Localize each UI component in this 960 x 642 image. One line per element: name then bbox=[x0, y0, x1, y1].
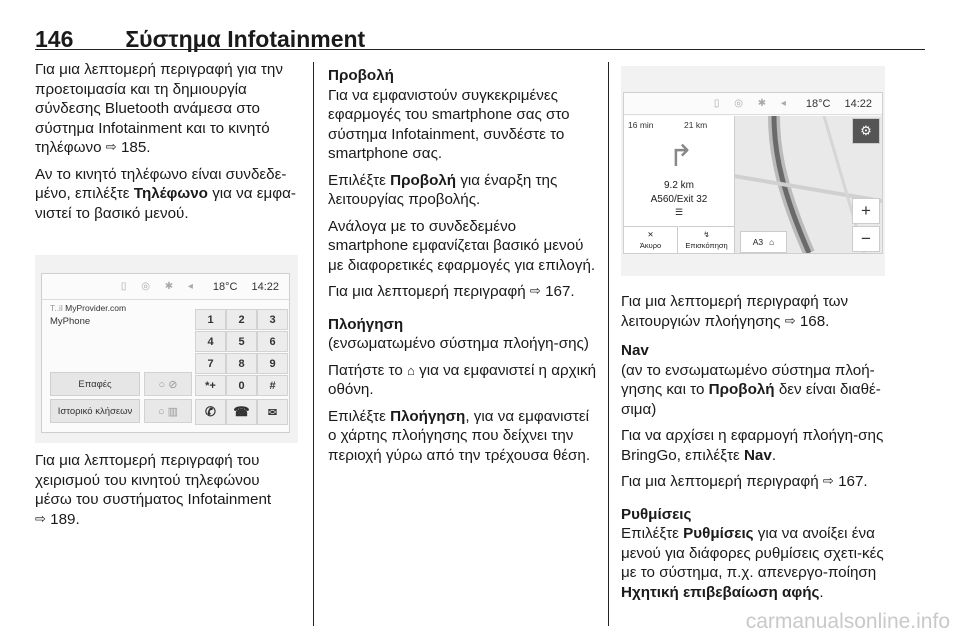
remaining-time: 16 min bbox=[628, 120, 654, 130]
overview-button[interactable]: ↯ Επισκόπηση bbox=[679, 226, 734, 253]
column-divider-1 bbox=[313, 62, 314, 626]
keypad-key[interactable]: 4 bbox=[195, 331, 226, 352]
column-3 bbox=[621, 292, 889, 609]
close-icon: ✕ bbox=[647, 230, 654, 239]
keypad-key[interactable]: # bbox=[257, 375, 288, 396]
arrow-ref-icon: ⇨ bbox=[105, 139, 117, 154]
keypad-key[interactable]: 3 bbox=[257, 309, 288, 330]
phone-screen bbox=[41, 273, 290, 433]
settings-gear-icon[interactable]: ⚙ bbox=[852, 118, 880, 144]
zoom-out-button[interactable]: − bbox=[852, 226, 880, 252]
watermark: carmanualsonline.info bbox=[745, 610, 950, 633]
exit-name: A560/Exit 32 bbox=[650, 194, 708, 205]
paragraph: Για μια λεπτομερή περιγραφή ⇨ 167. bbox=[621, 473, 868, 490]
keypad-key[interactable]: *+ bbox=[195, 375, 226, 396]
arrow-ref-icon: ⇨ bbox=[35, 510, 46, 526]
page-title: Σύστημα Infotainment bbox=[125, 26, 366, 52]
status-bar bbox=[42, 274, 289, 300]
home-icon: ⌂ bbox=[407, 362, 415, 378]
nav-screen bbox=[623, 92, 883, 254]
section-heading: Προβολή bbox=[328, 67, 394, 84]
temperature: 18°C bbox=[212, 280, 238, 293]
section-heading: Πλοήγηση bbox=[328, 315, 404, 333]
road-info: A3 ⌂ bbox=[740, 231, 787, 253]
keypad-key[interactable]: 7 bbox=[195, 353, 226, 374]
guidance-panel bbox=[624, 116, 735, 253]
keypad-key[interactable]: 9 bbox=[257, 353, 288, 374]
status-bar bbox=[624, 93, 882, 115]
status-icons: ▯ ◎ ✱ ◂ bbox=[713, 98, 792, 109]
arrow-ref-icon: ⇨ bbox=[529, 283, 541, 298]
cancel-route-button[interactable]: ✕ Άκυρο bbox=[624, 226, 678, 253]
remaining-distance: 21 km bbox=[684, 120, 708, 130]
next-distance: 9.2 km bbox=[663, 180, 694, 191]
turn-right-icon: ↱ bbox=[668, 140, 694, 173]
paragraph: Για να εμφανιστούν συγκεκριμένες εφαρμογές του smartphone σας στο σύστημα Infotainment, συνδέστε το smartphone σας. bbox=[328, 86, 570, 162]
clock: 14:22 bbox=[251, 280, 279, 293]
provider: T..il MyProvider.com bbox=[50, 303, 127, 313]
column-divider-2 bbox=[608, 62, 609, 626]
keypad-key[interactable]: 1 bbox=[195, 309, 226, 330]
section-heading: Ρυθμίσεις bbox=[621, 505, 692, 523]
keypad-key[interactable]: 2 bbox=[226, 309, 257, 330]
keypad-key[interactable]: 8 bbox=[226, 353, 257, 374]
list-icon[interactable]: ☰ bbox=[674, 207, 684, 217]
paragraph: Επιλέξτε Ρυθμίσεις για να ανοίξει ένα μενού για διάφορες ρυθμίσεις σχετι-κές με το σύστημα, π.χ. απενεργο-ποίηση Ηχητική επιβεβαίωση αφής. bbox=[621, 525, 884, 601]
call-icon[interactable]: ✆ bbox=[195, 399, 226, 425]
navigation-screenshot bbox=[621, 66, 885, 276]
route-icon: ↯ bbox=[703, 230, 710, 239]
status-icons: ▯ ◎ ✱ ◂ bbox=[120, 281, 199, 292]
phone-screenshot bbox=[35, 255, 298, 443]
handsfree-icon[interactable]: ○ ▥ bbox=[144, 399, 192, 423]
keypad-key[interactable]: 6 bbox=[257, 331, 288, 352]
voicemail-icon[interactable]: ✉ bbox=[257, 399, 288, 425]
caption: Για μια λεπτομερή περιγραφή των λειτουργιών πλοήγησης ⇨ 168. bbox=[621, 293, 849, 330]
paragraph: Για να αρχίσει η εφαρμογή πλοήγη-σης BringGo, επιλέξτε Nav. bbox=[621, 427, 884, 464]
paragraph: Για μια λεπτομερή περιγραφή ⇨ 167. bbox=[328, 283, 575, 300]
column-1 bbox=[35, 60, 300, 230]
keypad-key[interactable]: 5 bbox=[226, 331, 257, 352]
paragraph: Ανάλογα με το συνδεδεμένο smartphone εμφανίζεται βασικό μενού με διαφορετικές εφαρμογές για επιλογή. bbox=[328, 217, 596, 274]
arrow-ref-icon: ⇨ bbox=[822, 473, 834, 488]
zoom-in-button[interactable]: + bbox=[852, 198, 880, 224]
paragraph: (ενσωματωμένο σύστημα πλοήγη-σης) bbox=[328, 335, 589, 352]
phone-caption bbox=[35, 451, 300, 536]
section-heading: Nav bbox=[621, 342, 649, 359]
phone-name: MyPhone bbox=[50, 316, 91, 327]
map-view[interactable] bbox=[624, 116, 882, 253]
hangup-icon[interactable]: ☎ bbox=[226, 399, 257, 425]
temperature: 18°C bbox=[805, 97, 831, 110]
paragraph: Για μια λεπτομερή περιγραφή για την προετοιμασία και τη δημιουργία σύνδεσης Bluetooth ανάμεσα στο σύστημα Infotainment και το κινητό τηλέφωνο ⇨ 185. bbox=[35, 61, 283, 156]
caption: Για μια λεπτομερή περιγραφή του χειρισμού του κινητού τηλεφώνου μέσω του συστήματος Infotainment ⇨ 189. bbox=[35, 452, 272, 528]
arrow-ref-icon: ⇨ bbox=[784, 312, 796, 328]
paragraph: Πατήστε το ⌂ για να εμφανιστεί η αρχική οθόνη. bbox=[328, 361, 597, 398]
contacts-button[interactable]: Επαφές bbox=[50, 372, 140, 396]
clock: 14:22 bbox=[844, 97, 872, 110]
page-number: 146 bbox=[35, 26, 74, 52]
paragraph: Επιλέξτε Πλοήγηση, για να εμφανιστεί ο χάρτης πλοήγησης που δείχνει την περιοχή γύρω από την τρέχουσα θέση. bbox=[328, 407, 591, 464]
keypad-key[interactable]: 0 bbox=[226, 375, 257, 396]
paragraph: Αν το κινητό τηλέφωνο είναι συνδεδε-μένο, επιλέξτε Τηλέφωνο για να εμφα-νιστεί το βασικό μενού. bbox=[35, 165, 296, 222]
poi-icon: ⌂ bbox=[769, 237, 775, 247]
column-2 bbox=[328, 66, 596, 472]
header-rule bbox=[35, 49, 925, 50]
call-history-button[interactable]: Ιστορικό κλήσεων bbox=[50, 399, 140, 423]
paragraph: Επιλέξτε Προβολή για έναρξη της λειτουργίας προβολής. bbox=[328, 171, 558, 208]
mute-icon[interactable]: ○ ⊘ bbox=[144, 372, 192, 396]
paragraph: (αν το ενσωματωμένο σύστημα πλοή-γησης και το Προβολή δεν είναι διαθέ-σιμα) bbox=[621, 361, 881, 418]
